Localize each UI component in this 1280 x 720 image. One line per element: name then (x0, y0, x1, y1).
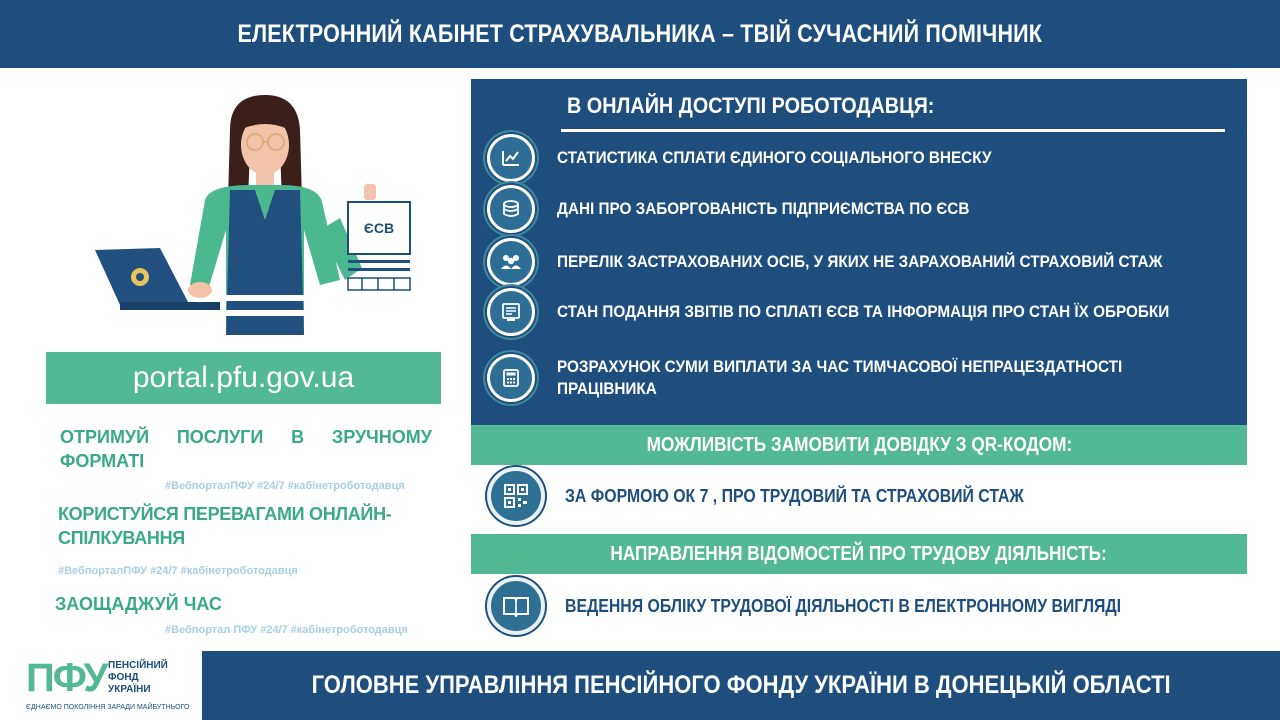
logo-mark: ПФУ (26, 656, 107, 700)
promo-tags: #ВебпорталПФУ #24/7 #кабінетроботодавця (58, 565, 298, 577)
report-icon (487, 288, 535, 336)
work-item (487, 578, 1247, 634)
work-section-title: НАПРАВЛЕННЯ ВІДОМОСТЕЙ ПРО ТРУДОВУ ДІЯЛЬНІСТЬ: (610, 542, 1108, 565)
logo-motto: ЄДНАЄМО ПОКОЛІННЯ ЗАРАДИ МАЙБУТНЬОГО (26, 704, 190, 711)
qr-item (487, 468, 1247, 524)
pfu-logo (26, 656, 201, 716)
qr-section-header (471, 425, 1247, 465)
promo-tags: #Вебпортал ПФУ #24/7 #кабінетроботодавця (165, 624, 408, 636)
promo-tags: #ВебпорталПФУ #24/7 #кабінетроботодавця (165, 480, 405, 492)
portal-url-link[interactable]: portal.pfu.gov.ua (132, 361, 355, 394)
feature-text: СТАН ПОДАННЯ ЗВІТІВ ПО СПЛАТІ ЄСВ ТА ІНФОРМАЦІЯ ПРО СТАН ЇХ ОБРОБКИ (557, 302, 1170, 321)
promo-online: КОРИСТУЙСЯ ПЕРЕВАГАМИ ОНЛАЙН-СПІЛКУВАННЯ (58, 504, 392, 548)
feature-item (487, 239, 1237, 285)
chart-icon (487, 134, 535, 182)
footer-title: ГОЛОВНЕ УПРАВЛІННЯ ПЕНСІЙНОГО ФОНДУ УКРАЇНИ В ДОНЕЦЬКІЙ ОБЛАСТІ (311, 671, 1171, 699)
feature-text: ДАНІ ПРО ЗАБОРГОВАНІСТЬ ПІДПРИЄМСТВА ПО ЄСВ (557, 199, 970, 218)
book-icon (487, 577, 545, 635)
promo-services: ОТРИМУЙ ПОСЛУГИ В ЗРУЧНОМУ ФОРМАТІ (60, 427, 432, 471)
top-banner (0, 0, 1280, 68)
feature-text-line2: ПРАЦІВНИКА (557, 379, 657, 398)
feature-text: РОЗРАХУНОК СУМИ ВИПЛАТИ ЗА ЧАС ТИМЧАСОВОЇ НЕПРАЦЕЗДАТНОСТІ (557, 357, 1123, 376)
feature-item (487, 355, 1237, 401)
feature-item (487, 186, 1237, 232)
feature-item (487, 289, 1237, 335)
divider (561, 129, 1225, 132)
qr-code-icon (487, 467, 545, 525)
feature-text: СТАТИСТИКА СПЛАТИ ЄДИНОГО СОЦІАЛЬНОГО ВНЕСКУ (557, 148, 992, 167)
panel-title: В ОНЛАЙН ДОСТУПІ РОБОТОДАВЦЯ: (567, 93, 935, 118)
page-title: ЕЛЕКТРОННИЙ КАБІНЕТ СТРАХУВАЛЬНИКА – ТВІЙ СУЧАСНИЙ ПОМІЧНИК (237, 19, 1043, 48)
feature-item (487, 135, 1237, 181)
esv-label: ЄСВ (363, 220, 395, 236)
employee-illustration (90, 90, 420, 340)
bottom-banner (202, 651, 1280, 720)
feature-text: ПЕРЕЛІК ЗАСТРАХОВАНИХ ОСІБ, У ЯКИХ НЕ ЗАРАХОВАНИЙ СТРАХОВИЙ СТАЖ (557, 252, 1163, 271)
coins-icon (487, 185, 535, 233)
portal-banner (46, 352, 441, 404)
work-item-text: ВЕДЕННЯ ОБЛІКУ ТРУДОВОЇ ДІЯЛЬНОСТІ В ЕЛЕКТРОННОМУ ВИГЛЯДІ (565, 595, 1122, 616)
online-access-panel (471, 79, 1247, 425)
qr-section-title: МОЖЛИВІСТЬ ЗАМОВИТИ ДОВІДКУ З QR-КОДОМ: (646, 433, 1072, 456)
logo-name: ПЕНСІЙНИЙ ФОНД УКРАЇНИ (108, 660, 168, 695)
promo-save-time: ЗАОЩАДЖУЙ ЧАС (55, 594, 222, 614)
calculator-icon (487, 354, 535, 402)
qr-item-text: ЗА ФОРМОЮ ОК 7 , ПРО ТРУДОВИЙ ТА СТРАХОВИЙ СТАЖ (565, 485, 1024, 506)
work-section-header (471, 534, 1247, 574)
people-icon (487, 238, 535, 286)
